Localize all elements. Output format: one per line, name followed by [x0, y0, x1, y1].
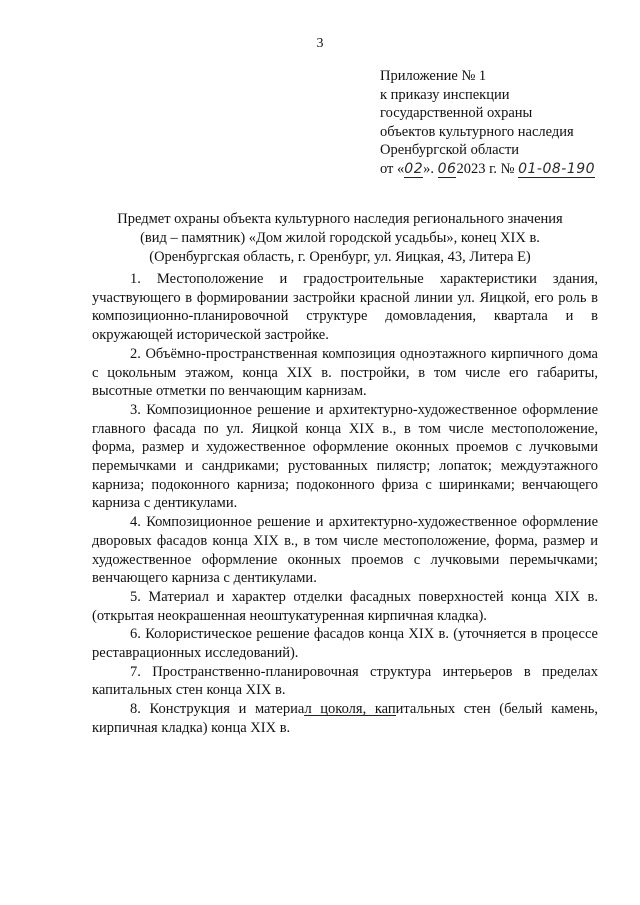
title-line: Предмет охраны объекта культурного наследия регионального значения: [117, 211, 563, 227]
appendix-block: [380, 67, 595, 179]
order-month-handwritten: 06: [437, 160, 457, 177]
order-day-handwritten: 02: [404, 160, 424, 177]
protection-item: 7. Пространственно-планировочная структура интерьеров в пределах капитальных стен конца XIX в.: [92, 663, 598, 699]
protection-item: 8. Конструкция и материал цоколя, капитальных стен (белый камень, кирпичная кладка) конца XIX в.: [92, 701, 598, 736]
page-number: 3: [316, 36, 324, 51]
protection-item: 3. Композиционное решение и архитектурно-художественное оформление главного фасада по ул. Яицкой конца XIX в., в том числе местоположение, форма, размер и художественное оформление оконных проемов с лучковыми перемычками и сандриками; рустованных пилястр; лопаток; междуэтажного карниза; подоконного карниза; подоконного фриза с ширинками; венчающего карниза с дентикулами.: [92, 401, 598, 512]
protection-item: 5. Материал и характер отделки фасадных поверхностей конца XIX в. (открытая неокрашенная неоштукатуренная кирпичная кладка).: [92, 588, 598, 624]
protection-item: 2. Объёмно-пространственная композиция одноэтажного кирпичного дома с цокольным этажом, конца XIX в. постройки, в том числе его габариты, высотные отметки по венчающим карнизам.: [92, 345, 598, 400]
appendix-line: Оренбургской области: [380, 142, 520, 159]
year-text: 2023 г. №: [456, 160, 519, 177]
appendix-line: объектов культурного наследия: [380, 123, 574, 140]
closing-rule: [304, 715, 396, 716]
document-title: [90, 210, 590, 267]
appendix-line: государственной охраны: [380, 105, 533, 122]
order-date-line: [380, 160, 595, 179]
title-line: (вид – памятник) «Дом жилой городской усадьбы», конец XIX в.: [140, 230, 540, 246]
protection-items-list: [92, 270, 598, 738]
date-prefix: от «: [380, 160, 405, 177]
appendix-line: Приложение № 1: [380, 68, 487, 84]
appendix-line: к приказу инспекции: [380, 86, 510, 103]
date-mid: ».: [423, 160, 438, 177]
protection-item: 1. Местоположение и градостроительные характеристики здания, участвующего в формировании застройки красной линии ул. Яицкой, его роль в композиционно-планировочной структуре домовладения, квартала и в окружающей исторической застройке.: [92, 271, 598, 344]
title-line: (Оренбургская область, г. Оренбург, ул. Яицкая, 43, Литера Е): [149, 249, 531, 265]
protection-item: 4. Композиционное решение и архитектурно-художественное оформление дворовых фасадов конца XIX в., в том числе местоположение, форма, размер и художественное оформление оконных проемов с лучковыми перемычками; венчающего карниза с дентикулами.: [92, 514, 598, 587]
protection-item: 6. Колористическое решение фасадов конца XIX в. (уточняется в процессе реставрационных исследований).: [92, 626, 598, 662]
order-number-handwritten: 01-08-190: [518, 160, 596, 177]
